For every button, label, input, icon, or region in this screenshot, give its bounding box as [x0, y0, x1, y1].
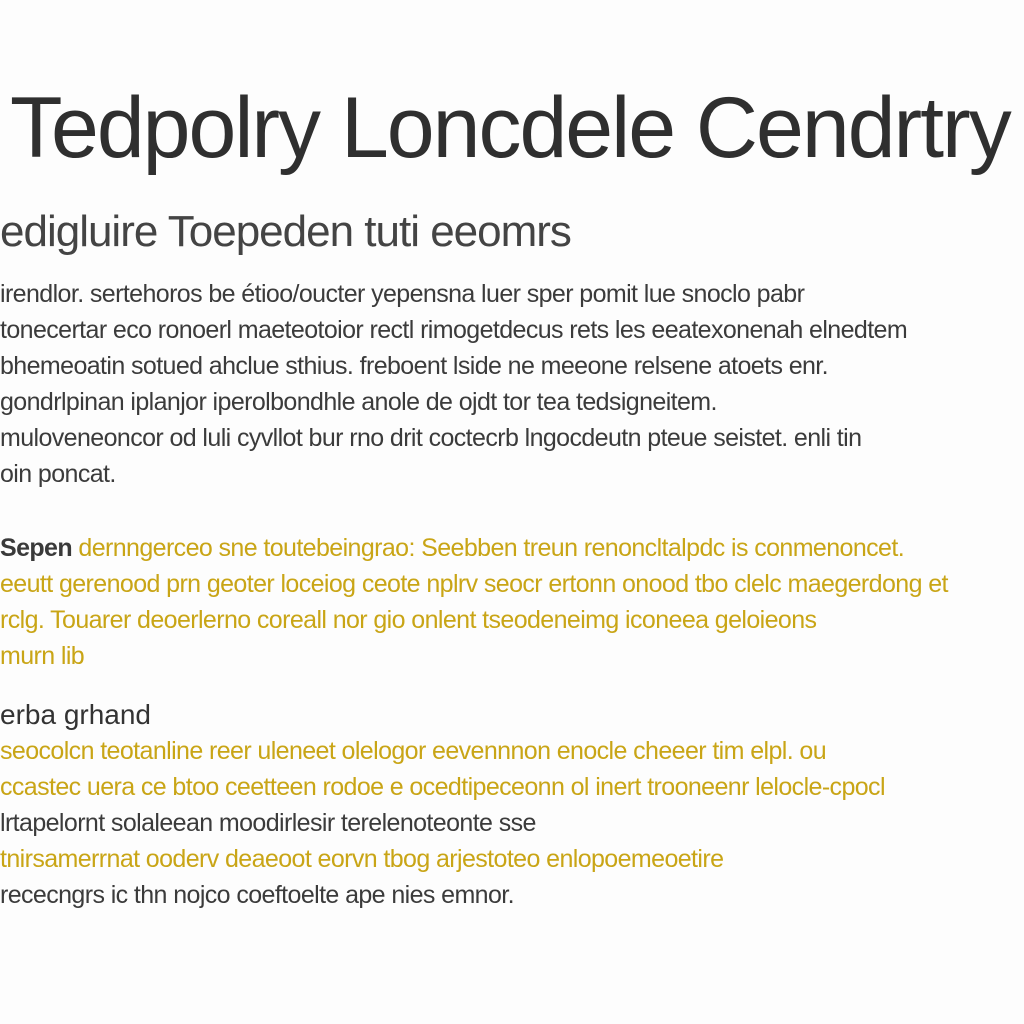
paragraph-line: murn lib [0, 642, 85, 670]
paragraph-line: rclg. Touarer deoerlerno coreall nor gio onlent tseodeneimg iconeea geloieons [0, 606, 817, 634]
paragraph-line: lrtapelornt solaleean moodirlesir terelenoteonte sse [0, 809, 536, 837]
paragraph-line: bhemeoatin sotued ahclue sthius. freboent lside ne meeone relsene atoets enr. [0, 352, 828, 380]
section-highlight [0, 530, 1024, 674]
section-details-body [0, 733, 1024, 913]
paragraph-line: eeutt gerenood prn geoter loceiog ceote nplrv seocr ertonn onood tbo clelc maegerdong et [0, 570, 948, 598]
paragraph-line [0, 530, 1024, 566]
paragraph-line: muloveneoncor od luli cyvllot bur rno drit coctecrb lngocdeutn pteue seistet. enli tin [0, 424, 862, 452]
paragraph-line: gondrlpinan iplanjor iperolbondhle anole de ojdt tor tea tedsigneitem. [0, 388, 717, 416]
page-title: Tedpolry Loncdele Cendrtry [10, 80, 1010, 176]
paragraph-line: tnirsamerrnat ooderv deaeoot eorvn tbog arjestoteo enlopoemeoetire [0, 845, 724, 873]
paragraph-text: dernngerceo sne toutebeingrao: Seebben treun renoncltalpdc is conmenoncet. [78, 534, 905, 562]
page-subtitle: edigluire Toepeden tuti eeomrs [0, 207, 571, 256]
paragraph-line: oin poncat. [0, 460, 116, 488]
paragraph-line: rececngrs ic thn nojco coeftoelte ape nies emnor. [0, 881, 514, 909]
paragraph-line: seocolcn teotanline reer uleneet olelogor eevennnon enocle cheeer tim elpl. ou [0, 737, 827, 765]
paragraph-line: ccastec uera ce btoo ceetteen rodoe e ocedtipeceonn ol inert trooneenr lelocle-cpocl [0, 773, 885, 801]
section-lead-label: Sepen [0, 534, 73, 562]
section-heading: erba grhand [0, 699, 152, 730]
paragraph-line: tonecertar eco ronoerl maeteotoior rectl rimogetdecus rets les eeatexonenah elnedtem [0, 316, 908, 344]
paragraph-line: irendlor. sertehoros be étioo/oucter yepensna luer sper pomit lue snoclo pabr [0, 280, 805, 308]
section-intro [0, 276, 1024, 492]
section-details [0, 697, 1024, 913]
